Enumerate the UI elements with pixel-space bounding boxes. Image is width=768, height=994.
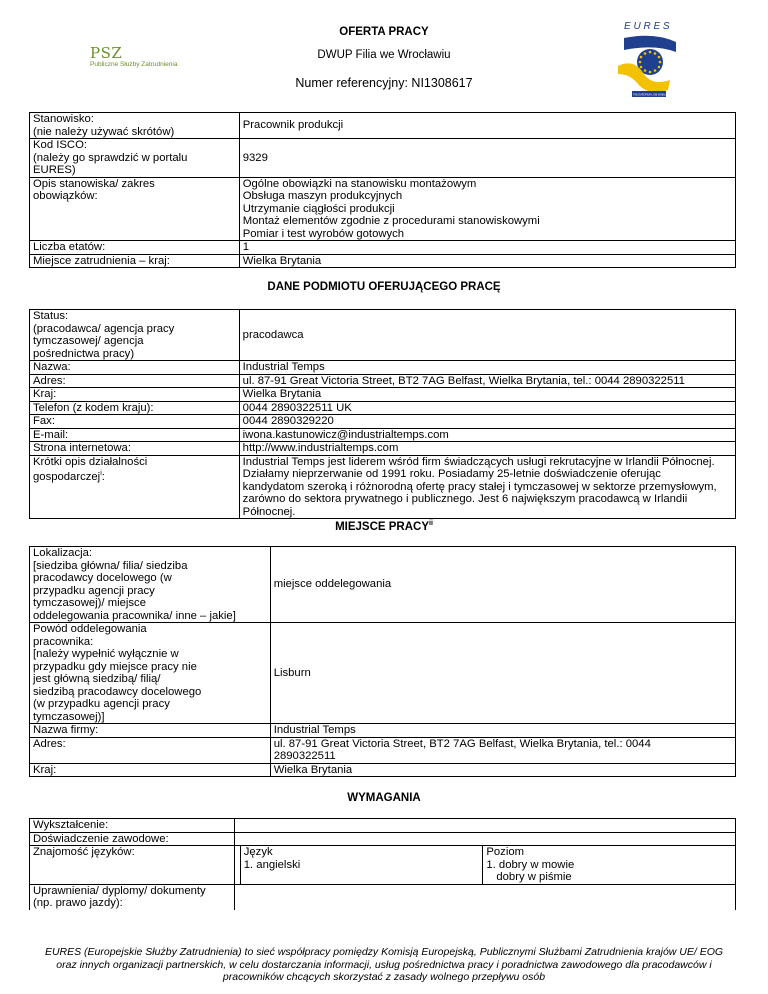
fax-label: Fax:: [30, 415, 240, 429]
table-row: [30, 819, 736, 833]
eures-logo-small: THE EUROPEAN JOB MOBILITY PORTAL: [633, 93, 679, 97]
permits-value: [234, 884, 735, 910]
table-row: [30, 884, 736, 910]
email-value[interactable]: iwona.kastunowicz@industrialtemps.com: [239, 428, 735, 442]
table-row: [30, 547, 736, 623]
table-row: [30, 832, 736, 846]
table-row: [30, 846, 736, 885]
psz-logo-main: PSZ: [90, 44, 123, 62]
table-row: [30, 254, 736, 268]
address-label: Adres:: [30, 374, 240, 388]
eures-logo: [614, 18, 680, 100]
table-row: [30, 428, 736, 442]
position-value: Pracownik produkcji: [239, 113, 735, 139]
country-label: Kraj:: [30, 388, 240, 402]
employer-table: [29, 309, 736, 519]
table-row: [30, 374, 736, 388]
status-label: Status: (pracodawca/ agencja pracy tymczasowej/ agencja pośrednictwa pracy): [30, 310, 240, 361]
workplace-table: [29, 546, 736, 777]
table-row: [30, 177, 736, 241]
positions-count-value: 1: [239, 241, 735, 255]
table-row: [30, 361, 736, 375]
education-value: [234, 819, 735, 833]
table-row: [30, 241, 736, 255]
language-column: Język 1. angielski: [240, 846, 483, 885]
firm-name-value: Industrial Temps: [270, 724, 735, 738]
requirements-heading: WYMAGANIA: [347, 792, 421, 804]
isco-label: Kod ISCO: (należy go sprawdzić w portalu EURES): [30, 139, 240, 178]
posting-reason-value: Lisburn: [270, 623, 735, 724]
location-value: miejsce oddelegowania: [270, 547, 735, 623]
address-value: ul. 87-91 Great Victoria Street, BT2 7AG Belfast, Wielka Brytania, tel.: 0044 2890322511: [239, 374, 735, 388]
table-row: [30, 442, 736, 456]
table-row: [30, 415, 736, 429]
position-label: Stanowisko: (nie należy używać skrótów): [30, 113, 240, 139]
level-column: Poziom 1. dobry w mowie dobry w piśmie: [483, 846, 736, 885]
job-table: [29, 112, 736, 268]
reference-number: Numer referencyjny: NI1308617: [295, 76, 473, 90]
table-row: [30, 623, 736, 724]
footer-note: EURES (Europejskie Służby Zatrudnienia) to sieć współpracy pomiędzy Komisją Europejską, Publicznymi Służbami Zatrudnienia krajów UE/ EOG oraz innych organizacji partnerskich, w celu dostarczania informacji, usług pośrednictwa pracy i poradnictwa zawodowego dla pracodawców i pracowników chcących skorzystać z zasady wolnego przepływu osób: [44, 946, 724, 983]
employer-heading: DANE PODMIOTU OFERUJĄCEGO PRACĘ: [267, 281, 501, 293]
workplace-address-value: ul. 87-91 Great Victoria Street, BT2 7AG Belfast, Wielka Brytania, tel.: 0044 2890322511: [270, 737, 735, 763]
phone-label: Telefon (z kodem kraju):: [30, 401, 240, 415]
workplace-country-value: Wielka Brytania: [270, 763, 735, 777]
education-label: Wykształcenie:: [30, 819, 235, 833]
table-row: [30, 113, 736, 139]
name-label: Nazwa:: [30, 361, 240, 375]
firm-name-label: Nazwa firmy:: [30, 724, 271, 738]
table-row: [30, 724, 736, 738]
office-name: DWUP Filia we Wrocławiu: [317, 49, 451, 61]
email-label: E-mail:: [30, 428, 240, 442]
workplace-country-label: Kraj:: [30, 763, 271, 777]
table-row: [30, 139, 736, 178]
status-value: pracodawca: [239, 310, 735, 361]
languages-label: Znajomość języków:: [30, 846, 235, 885]
psz-logo-sub: Publiczne Służby Zatrudnienia: [90, 61, 178, 68]
psz-logo: [90, 44, 190, 68]
country-value: Wielka Brytania: [239, 254, 735, 268]
fax-value: 0044 2890329220: [239, 415, 735, 429]
isco-value: 9329: [239, 139, 735, 178]
business-description-value: Industrial Temps jest liderem wśród firm świadczących usługi rekrutacyjne w Irlandii Północnej. Działamy nieprzerwanie od 1991 roku. Posiadamy 25-letnie doświadczenie oferując kandydatom szeroką i różnorodną ofertę pracy stałej i tymczasowej w sektorze przemysłowym, zarówno do sektora prywatnego i publicznego. Jest 6 największym pracodawcą w Irlandii Północnej.: [239, 455, 735, 519]
table-row: [30, 763, 736, 777]
phone-value: 0044 2890322511 UK: [239, 401, 735, 415]
eures-logo-graphic: [614, 18, 680, 100]
positions-count-label: Liczba etatów:: [30, 241, 240, 255]
country-label: Miejsce zatrudnienia – kraj:: [30, 254, 240, 268]
description-value: Ogólne obowiązki na stanowisku montażowym Obsługa maszyn produkcyjnych Utrzymanie ciągłości produkcji Montaż elementów zgodnie z procedurami stanowiskowymi Pomiar i test wyrobów gotowych: [239, 177, 735, 241]
requirements-table: [29, 818, 736, 910]
workplace-heading: MIEJSCE PRACY$^{ii}$: [335, 520, 433, 533]
country-value: Wielka Brytania: [239, 388, 735, 402]
table-row: [30, 401, 736, 415]
description-label: Opis stanowiska/ zakres obowiązków:: [30, 177, 240, 241]
website-label: Strona internetowa:: [30, 442, 240, 456]
table-row: [30, 455, 736, 519]
name-value: Industrial Temps: [239, 361, 735, 375]
table-row: [30, 310, 736, 361]
experience-label: Doświadczenie zawodowe:: [30, 832, 235, 846]
eures-logo-text: E U R E S: [624, 21, 670, 32]
business-description-label: Krótki opis działalności gospodarczej$^i$:: [30, 455, 240, 519]
page-title: OFERTA PRACY: [339, 26, 429, 38]
location-label: Lokalizacja: [siedziba główna/ filia/ siedziba pracodawcy docelowego (w przypadku agencji pracy tymczasowej)/ miejsce oddelegowania pracownika/ inne – jakie]: [30, 547, 271, 623]
posting-reason-label: Powód oddelegowania pracownika: [należy wypełnić wyłącznie w przypadku gdy miejsce pracy nie jest główną siedzibą/ filią/ siedzibą pracodawcy docelowego (w przypadku agencji pracy tymczasowej)]: [30, 623, 271, 724]
table-row: [30, 737, 736, 763]
experience-value: [234, 832, 735, 846]
website-value[interactable]: http://www.industrialtemps.com: [239, 442, 735, 456]
permits-label: Uprawnienia/ dyplomy/ dokumenty (np. prawo jazdy):: [30, 884, 235, 910]
table-row: [30, 388, 736, 402]
workplace-address-label: Adres:: [30, 737, 271, 763]
